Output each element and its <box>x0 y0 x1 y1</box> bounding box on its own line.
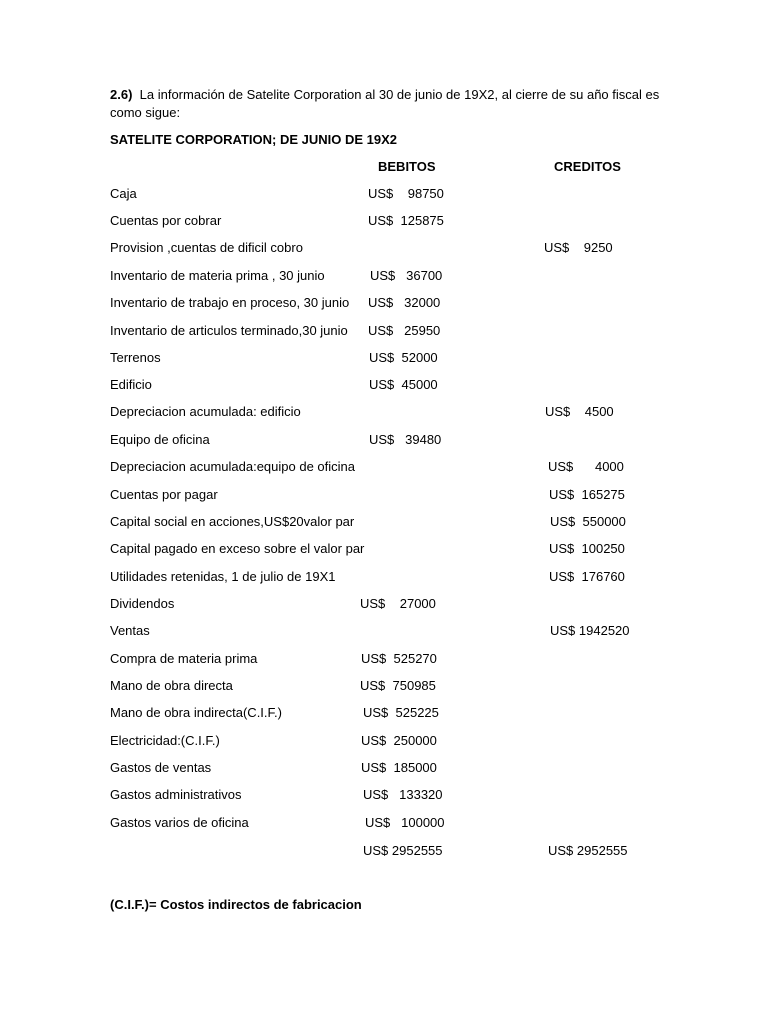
debits-column-header: BEBITOS <box>378 159 436 174</box>
account-label: Equipo de oficina <box>110 432 210 447</box>
debit-amount: US$ 25950 <box>368 323 441 338</box>
debit-amount: US$ 39480 <box>369 432 442 447</box>
intro-paragraph <box>110 86 670 122</box>
credit-total: US$ 2952555 <box>548 843 628 858</box>
account-label: Edificio <box>110 377 152 392</box>
account-label: Capital social en acciones,US$20valor par <box>110 514 355 529</box>
credit-amount: US$ 9250 <box>544 240 613 255</box>
document-heading: SATELITE CORPORATION; DE JUNIO DE 19X2 <box>110 132 398 147</box>
debit-amount: US$ 32000 <box>368 295 441 310</box>
credit-amount: US$ 4500 <box>545 404 614 419</box>
intro-text: La información de Satelite Corporation al 30 de junio de 19X2, al cierre de su año fiscal es como sigue: <box>110 87 660 120</box>
exercise-number: 2.6) <box>110 87 133 102</box>
account-label: Capital pagado en exceso sobre el valor par <box>110 541 365 556</box>
account-label: Gastos administrativos <box>110 787 242 802</box>
debit-amount: US$ 125875 <box>368 213 444 228</box>
debit-amount: US$ 250000 <box>361 733 437 748</box>
account-label: Gastos de ventas <box>110 760 212 775</box>
account-label: Terrenos <box>110 350 161 365</box>
account-label: Compra de materia prima <box>110 651 258 666</box>
debit-amount: US$ 100000 <box>365 815 445 830</box>
account-label: Inventario de trabajo en proceso, 30 junio <box>110 295 350 310</box>
account-label: Dividendos <box>110 596 175 611</box>
credit-amount: US$ 1942520 <box>550 623 630 638</box>
credit-amount: US$ 100250 <box>549 541 625 556</box>
account-label: Inventario de materia prima , 30 junio <box>110 268 325 283</box>
account-label: Depreciacion acumulada: edificio <box>110 404 301 419</box>
account-label: Ventas <box>110 623 150 638</box>
account-label: Gastos varios de oficina <box>110 815 249 830</box>
account-label: Inventario de articulos terminado,30 junio <box>110 323 348 338</box>
account-label: Mano de obra directa <box>110 678 233 693</box>
debit-amount: US$ 52000 <box>369 350 438 365</box>
debit-total: US$ 2952555 <box>363 843 443 858</box>
debit-amount: US$ 45000 <box>369 377 438 392</box>
account-label: Cuentas por cobrar <box>110 213 222 228</box>
debit-amount: US$ 27000 <box>360 596 436 611</box>
credits-column-header: CREDITOS <box>554 159 621 174</box>
debit-amount: US$ 525225 <box>363 705 439 720</box>
debit-amount: US$ 750985 <box>360 678 436 693</box>
account-label: Caja <box>110 186 137 201</box>
account-label: Electricidad:(C.I.F.) <box>110 733 220 748</box>
account-label: Depreciacion acumulada:equipo de oficina <box>110 459 355 474</box>
credit-amount: US$ 165275 <box>549 487 625 502</box>
credit-amount: US$ 176760 <box>549 569 625 584</box>
debit-amount: US$ 133320 <box>363 787 443 802</box>
credit-amount: US$ 4000 <box>548 459 624 474</box>
account-label: Cuentas por pagar <box>110 487 218 502</box>
credit-amount: US$ 550000 <box>550 514 626 529</box>
footnote: (C.I.F.)= Costos indirectos de fabricacion <box>110 897 362 912</box>
debit-amount: US$ 525270 <box>361 651 437 666</box>
account-label: Utilidades retenidas, 1 de julio de 19X1 <box>110 569 336 584</box>
debit-amount: US$ 98750 <box>368 186 444 201</box>
account-label: Mano de obra indirecta(C.I.F.) <box>110 705 282 720</box>
debit-amount: US$ 36700 <box>370 268 443 283</box>
account-label: Provision ,cuentas de dificil cobro <box>110 240 303 255</box>
debit-amount: US$ 185000 <box>361 760 437 775</box>
